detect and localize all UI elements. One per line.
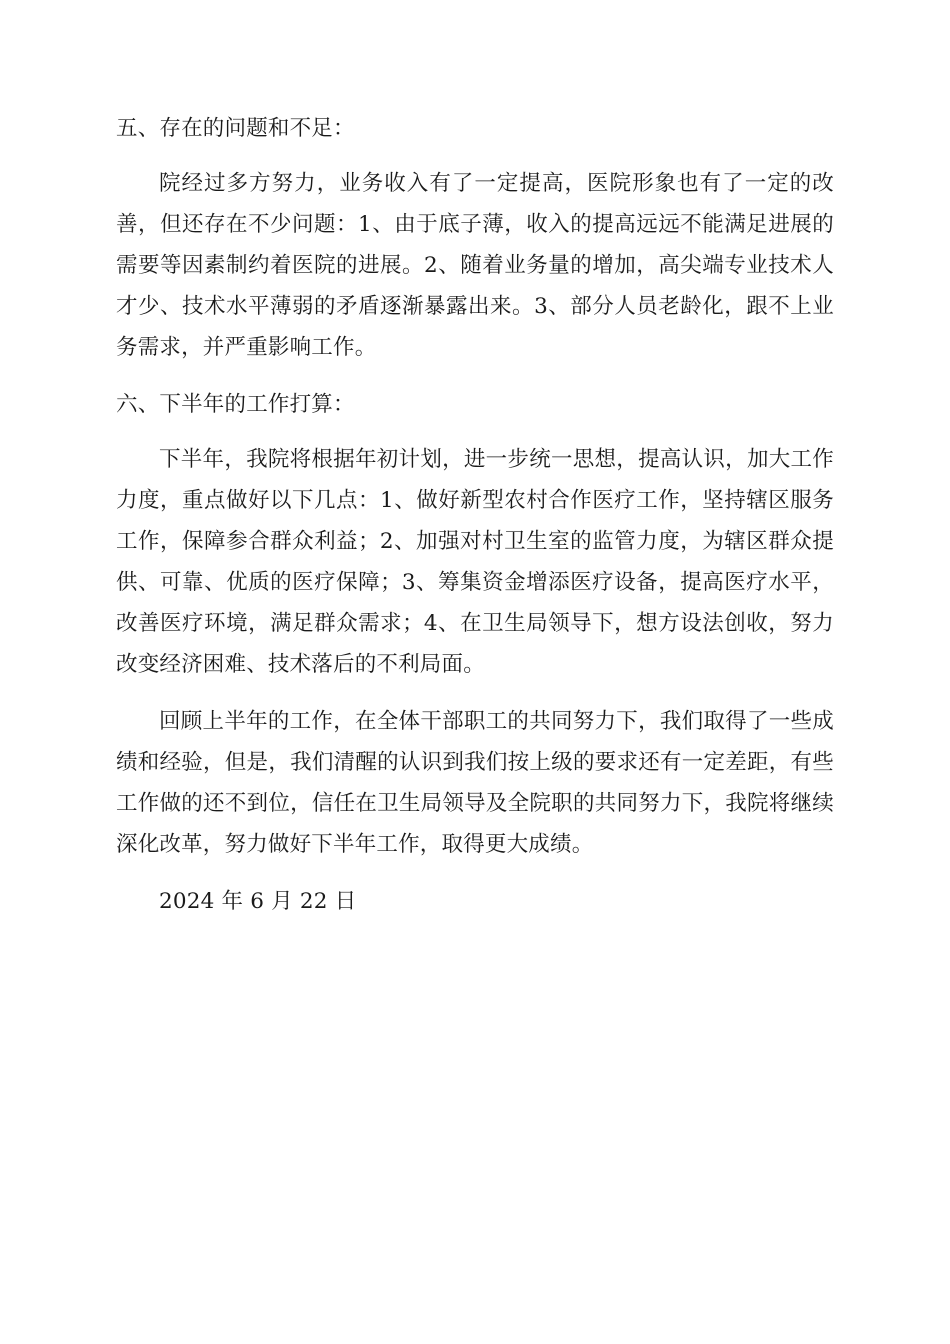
paragraph-plans: 下半年，我院将根据年初计划，进一步统一思想，提高认识，加大工作力度，重点做好以下几点：1、做好新型农村合作医疗工作，坚持辖区服务工作，保障参合群众利益；2、加强对村卫生室的监管力度，为辖区群众提供、可靠、优质的医疗保障；3、筹集资金增添医疗设备，提高医疗水平，改善医疗环境，满足群众需求；4、在卫生局领导下，想方设法创收，努力改变经济困难、技术落后的不利局面。 — [116, 447, 834, 677]
document-body — [116, 108, 834, 922]
section-heading-plans: 六、下半年的工作打算： — [116, 392, 355, 417]
paragraph-closing: 回顾上半年的工作，在全体干部职工的共同努力下，我们取得了一些成绩和经验，但是，我们清醒的认识到我们按上级的要求还有一定差距，有些工作做的还不到位，信任在卫生局领导及全院职的共同努力下，我院将继续深化改革，努力做好下半年工作，取得更大成绩。 — [116, 709, 834, 857]
section-heading-problems: 五、存在的问题和不足： — [116, 116, 355, 141]
paragraph-problems: 院经过多方努力，业务收入有了一定提高，医院形象也有了一定的改善，但还存在不少问题：1、由于底子薄，收入的提高远远不能满足进展的需要等因素制约着医院的进展。2、随着业务量的增加，高尖端专业技术人才少、技术水平薄弱的矛盾逐渐暴露出来。3、部分人员老龄化，跟不上业务需求，并严重影响工作。 — [116, 171, 834, 360]
document-date: 2024 年 6 月 22 日 — [159, 889, 357, 914]
